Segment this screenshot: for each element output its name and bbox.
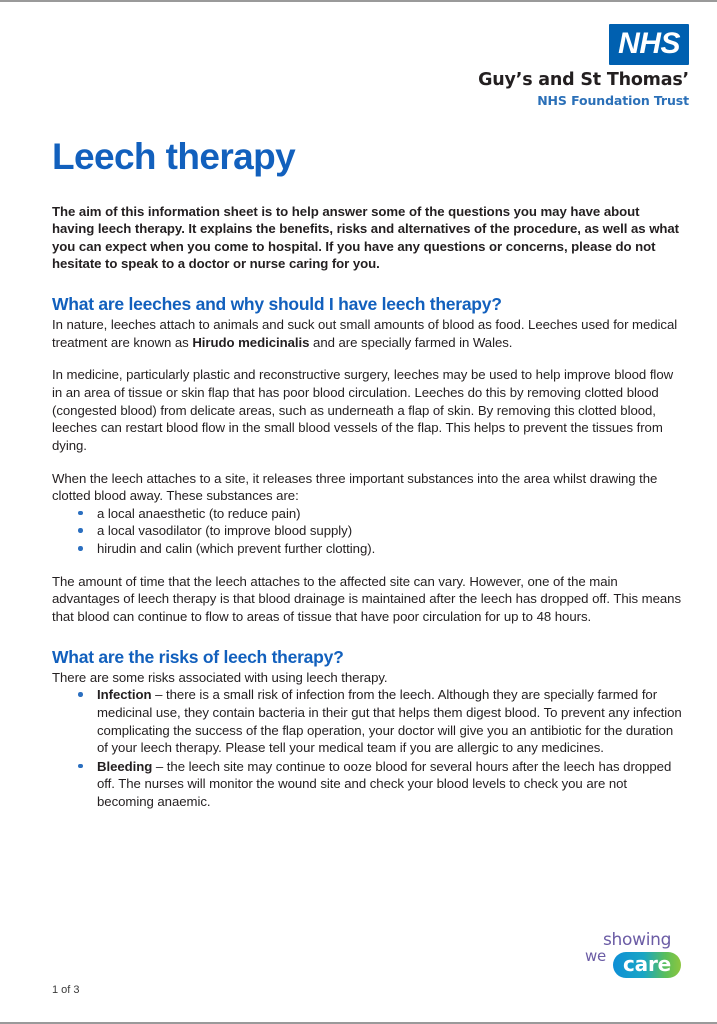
leeches-p1-part-b: and are specially farmed in Wales. <box>309 334 513 350</box>
list-item <box>52 758 684 811</box>
trust-subtitle: NHS Foundation Trust <box>537 93 689 108</box>
list-item <box>52 686 684 757</box>
risk-term-infection: Infection <box>97 687 152 703</box>
leeches-paragraph-3: When the leech attaches to a site, it releases three important substances into the area whilst drawing the clotted blood away. These substances are: <box>52 470 658 504</box>
care-logo-line-showing: showing <box>603 930 672 950</box>
page-title: Leech therapy <box>52 136 296 177</box>
risk-text-infection: – there is a small risk of infection from the leech. Although they are specially farmed for medicinal use, they contain bacteria in their gut that helps them digest blood. To prevent any infection complicating the success of the flap operation, your doctor will give you an antibiotic for the duration of your leech therapy. Please tell your medical team if you are allergic to any medicines. <box>97 687 682 756</box>
leeches-paragraph-1 <box>52 316 684 351</box>
hirudo-medicinalis-term: Hirudo medicinalis <box>192 334 310 350</box>
page-content <box>0 2 717 1022</box>
nhs-logo-badge: NHS <box>609 24 689 65</box>
list-item: a local vasodilator (to improve blood supply) <box>52 522 684 540</box>
leeches-paragraph-2: In medicine, particularly plastic and reconstructive surgery, leeches may be used to help improve blood flow in an area of tissue or skin flap that has poor blood circulation. Leeches do this by removing clotted blood (congested blood) from delicate areas, such as underneath a flap of skin. By removing this clotted blood, leeches can restart blood flow in the small blood vessels of the flap. This helps to prevent the tissues from dying. <box>52 367 674 453</box>
list-item: hirudin and calin (which prevent further clotting). <box>52 540 684 558</box>
intro-paragraph: The aim of this information sheet is to help answer some of the questions you may have about having leech therapy. It explains the benefits, risks and alternatives of the procedure, as well as what you can expect when you come to hospital. If you have any questions or concerns, please do not hesitate to speak to a doctor or nurse caring for you. <box>52 203 680 272</box>
leeches-paragraph-4: The amount of time that the leech attaches to the affected site can vary. However, one of the main advantages of leech therapy is that blood drainage is maintained after the leech has dropped off. This means that blood can continue to flow to areas of tissue that have poor circulation for up to 48 hours. <box>52 573 681 624</box>
section-heading-risks: What are the risks of leech therapy? <box>52 646 344 667</box>
care-logo-line-we: we <box>585 947 606 965</box>
trust-name: Guy’s and St Thomas’ <box>478 70 689 90</box>
substances-list <box>52 505 684 558</box>
nhs-trust-logo <box>478 24 689 108</box>
page-number: 1 of 3 <box>52 984 80 996</box>
risk-text-bleeding: – the leech site may continue to ooze blood for several hours after the leech has dropped off. The nurses will monitor the wound site and check your blood levels to check you are not becoming anaemic. <box>97 758 672 810</box>
risk-term-bleeding: Bleeding <box>97 758 153 774</box>
list-item: a local anaesthetic (to reduce pain) <box>52 505 684 523</box>
leeches-p1-part-a: In nature, leeches attach to animals and suck out small amounts of blood as food. Leeches used for medical treatment are known as <box>52 317 678 350</box>
risks-intro-paragraph: There are some risks associated with using leech therapy. <box>52 669 388 685</box>
care-logo-line-care: care <box>613 952 681 978</box>
document-header <box>52 2 689 110</box>
showing-we-care-logo <box>585 932 689 988</box>
section-heading-leeches: What are leeches and why should I have leech therapy? <box>52 294 502 315</box>
document-footer <box>52 926 689 996</box>
risks-list <box>52 686 684 810</box>
